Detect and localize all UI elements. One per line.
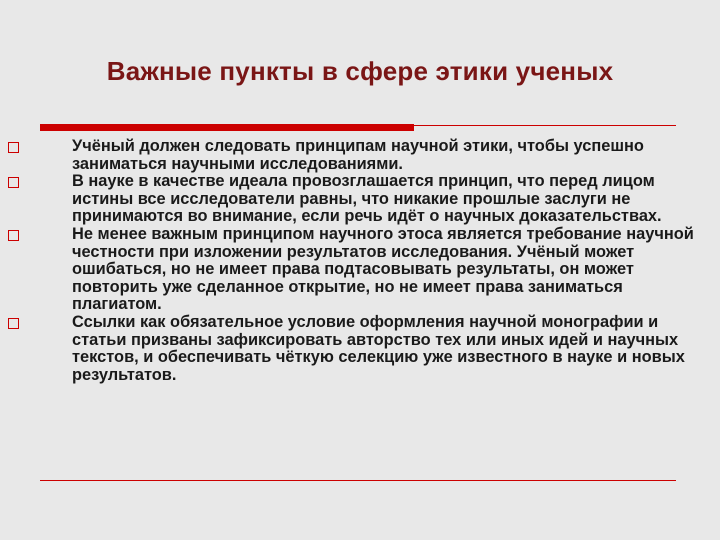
bullet-text: Ссылки как обязательное условие оформления научной монографии и статьи призваны зафиксировать авторство тех или иных идей и научных текстов, и обеспечивать чёткую селекцию уже известного в науке и новых результатов.	[72, 312, 685, 384]
bullet-item	[8, 138, 698, 173]
bottom-divider	[40, 480, 676, 481]
slide-title: Важные пункты в сфере этики ученых	[106, 56, 614, 86]
bullet-list	[8, 138, 698, 384]
title-underline-thick	[40, 124, 414, 131]
bullet-text: Учёный должен следовать принципам научной этики, чтобы успешно заниматься научными исследованиями.	[72, 137, 644, 173]
bullet-text: Не менее важным принципом научного этоса является требование научной честности при изложении результатов исследования. Учёный может ошибаться, но не имеет права подтасовывать результаты, он может повторить уже сделанное открытие, но не имеет права заниматься плагиатом.	[72, 224, 694, 314]
hollow-square-bullet-icon	[8, 177, 19, 188]
title-underline-thin	[414, 125, 676, 126]
hollow-square-bullet-icon	[8, 142, 19, 153]
bullet-item	[8, 173, 698, 226]
bullet-item	[8, 314, 698, 384]
hollow-square-bullet-icon	[8, 230, 19, 241]
bullet-item	[8, 226, 698, 314]
hollow-square-bullet-icon	[8, 318, 19, 329]
bullet-text: В науке в качестве идеала провозглашается принцип, что перед лицом истины все исследователи равны, что никакие прошлые заслуги не принимаются во внимание, если речь идёт о научных доказательствах.	[72, 172, 662, 226]
